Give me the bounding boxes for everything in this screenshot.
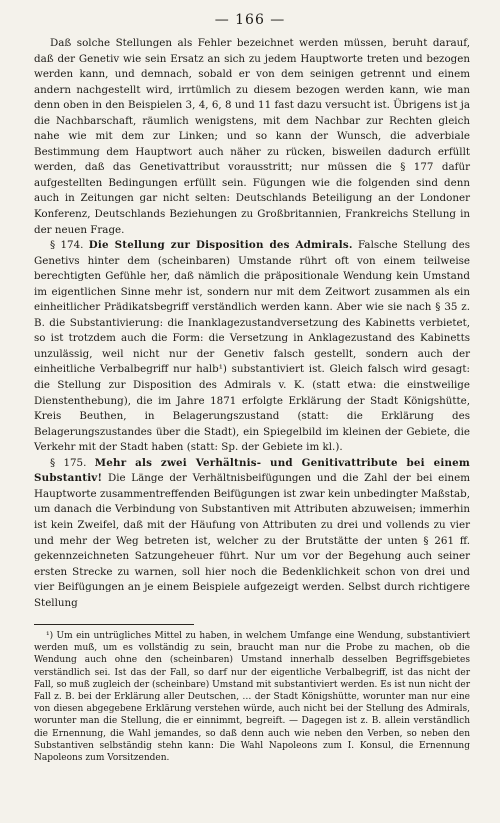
section-175-number: § 175. (50, 456, 87, 469)
section-175-heading: Mehr als zwei Verhältnis- und Genitivattribute bei einem Substantiv! (34, 456, 470, 485)
section-174-heading: Die Stellung zur Disposition des Admirals. (88, 239, 353, 252)
paragraph-intro: Daß solche Stellungen als Fehler bezeichnet werden müssen, beruht darauf, daß der Genetiv wie sein Ersatz an sich zu jedem Hauptworte treten und bezogen werden kann, und demnach, sobald er von dem seinigen getrennt und einem andern nachgestellt wird, irrtümlich zu diesem bezogen werden kann, wie man denn oben in den Beispielen 3, 4, 6, 8 und 11 fast dazu versucht ist. Übrigens ist ja die Nachbarschaft, räumlich wenigstens, mit dem Nachbar zur Rechten gleich nahe wie mit dem zur Linken; und so kann der Wunsch, die adverbiale Bestimmung dem Hauptwort auch näher zu rücken, bisweilen dadurch erfüllt werden, daß das Genetivattribut vorausstritt; nur müssen die § 177 dafür aufgestellten Bedingungen erfüllt sein. Fügungen wie die folgenden sind denn auch in Zeitungen gar nicht selten: Deutschlands Beteiligung an der Londoner Konferenz, Deutschlands Beziehungen zu Großbritannien, Frankreichs Stellung in der neuen Frage. (34, 37, 470, 236)
page-number: — 166 — (214, 12, 286, 28)
section-175-text: Die Länge der Verhältnisbeifügungen und die Zahl der bei einem Hauptworte zusammentreffenden Beifügungen ist zwar kein unbedingter Maßstab, um danach die Verbindung von Substantiven mit Attributen abzuweisen; immerhin ist kein Zweifel, daß mit der Häufung von Attributen zu drei und vollends zu vier und mehr der Weg betreten ist, welcher zu der Brutstätte der unten § 261 ff. gekennzeichneten Satzungeheuer führt. Nur um vor der Begehung auch seiner ersten Strecke zu warnen, soll hier noch die Bedenklichkeit schon von drei und vier Beifügungen an je einem Beispiele aufgezeigt werden. Selbst durch richtigere Stellung (34, 472, 470, 609)
section-174-number: § 174. (50, 239, 84, 252)
footnote-text: ¹) Um ein untrügliches Mittel zu haben, in welchem Umfange eine Wendung, substantiviert werden muß, um es vollständig zu sein, braucht man nur die Probe zu machen, ob die Wendung auch ohne den (scheinbaren) Umstand innerhalb desselben Begriffsgebietes verständlich sei. Ist das der Fall, so darf nur der eigentliche Verbalbegriff, ist das nicht der Fall, so muß zugleich der (scheinbare) Umstand mit substantiviert werden. Es ist nun nicht der Fall z. B. bei der Erklärung aller Deutschen, … der Stadt Königshütte, worunter man nur eine von diesen abgegebene Erklärung verstehen würde, auch nicht bei der Stellung des Admirals, worunter man die Stellung, die er einnimmt, begreift. — Dagegen ist z. B. allein verständlich die Ernennung, die Wahl jemandes, so daß denn auch wie neben den Verben, so neben den Substantiven selbständig stehn kann: Die Wahl Napoleons zum I. Konsul, die Ernennung Napoleons zum Vorsitzenden. (34, 631, 470, 764)
main-text (34, 36, 470, 611)
footnote (34, 630, 470, 764)
section-174-text: Falsche Stellung des Genetivs hinter dem (scheinbaren) Umstande rührt oft von einem teilweise berechtigten Gefühle her, daß nämlich die präpositionale Wendung kein Umstand im eigentlichen Sinne mehr ist, sondern nur mit dem Zeitwort zusammen als ein einheitlicher Prädikatsbegriff verständlich werden kann. Aber wie sie nach § 35 z. B. die Substantivierung: die Inanklagezustandversetzung des Kabinetts verbietet, so ist trotzdem auch die Form: die Versetzung in Anklagezustand des Kabinetts unzulässig, weil nicht nur der Genetiv falsch gestellt, sondern auch der einheitliche Verbalbegriff nur halb¹) substantiviert ist. Gleich falsch wird gesagt: die Stellung zur Disposition des Admirals v. K. (statt etwa: die einstweilige Dienstenthebung), die im Jahre 1871 erfolgte Erklärung der Stadt Königshütte, Kreis Beuthen, in Belagerungszustand (statt: die Erklärung des Belagerungszustandes über die Stadt), ein Spiegelbild im kleinen der Gebiete, die Verkehr mit der Stadt haben (statt: Sp. der Gebiete im kl.). (34, 239, 471, 454)
footnote-divider (34, 624, 194, 625)
section-174 (34, 238, 470, 456)
section-175 (34, 456, 470, 611)
